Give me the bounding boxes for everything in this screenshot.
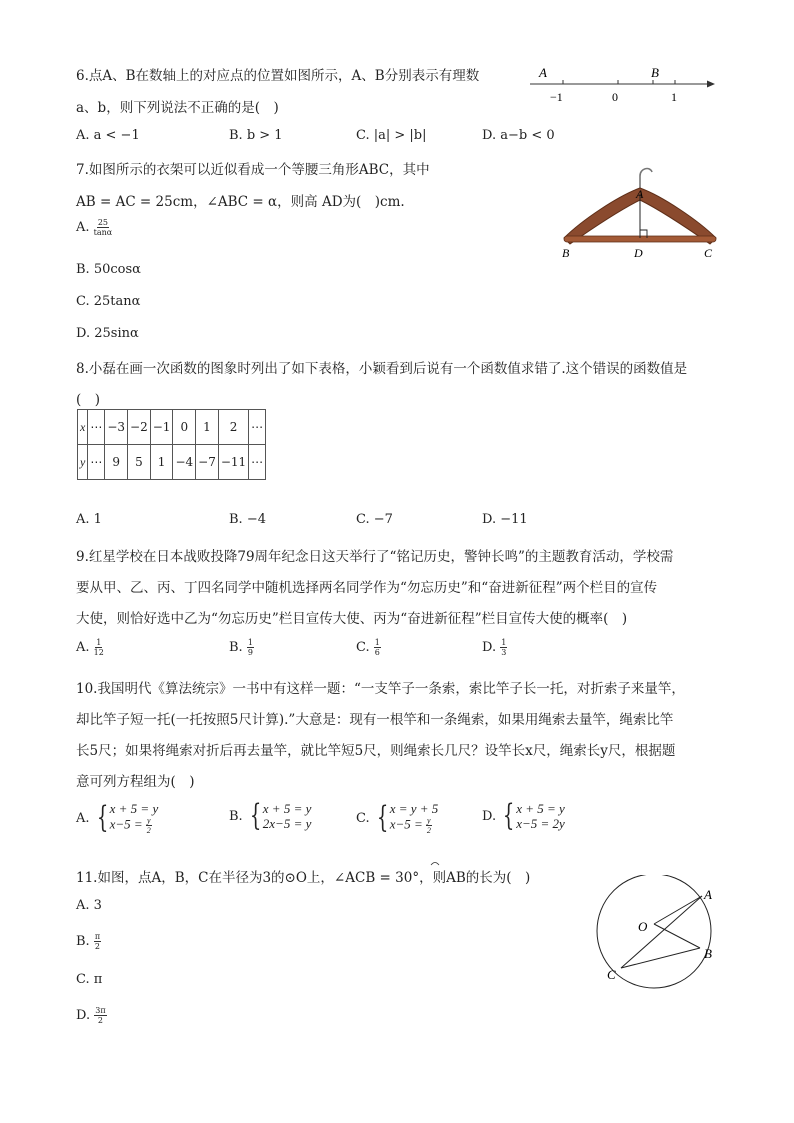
q9-option-c-fraction: $\frac{1}{6}$ [374, 638, 380, 657]
q6-option-c[interactable]: C. |a| > |b| [356, 128, 427, 143]
q9-option-c[interactable]: C. $\frac{1}{6}$ [356, 638, 380, 657]
q8-option-c[interactable]: C. −7 [356, 512, 393, 527]
q7-option-a-fraction: $\frac{25}{\tan\alpha}$ [93, 218, 113, 237]
radius-ob [654, 924, 700, 948]
label-c: C [607, 967, 616, 982]
tick-label-0: 0 [612, 90, 618, 104]
q10-option-d[interactable] [482, 798, 565, 833]
q8-stem-line2: ( ) [76, 392, 101, 408]
table-row-y: y ⋯ 9 5 1 −4 −7 −11 ⋯ [78, 445, 266, 480]
q7-option-a-label: A. [76, 220, 90, 235]
q10-option-a-system: A. { x + 5 = y x−5 = $\frac{y}{2}$ [76, 800, 159, 835]
label-b: B [562, 246, 570, 260]
q7-option-c[interactable]: C. 25tanα [76, 294, 141, 309]
label-o: O [638, 919, 648, 934]
q11-option-d[interactable]: D. $\frac{3\pi}{2}$ [76, 1006, 106, 1025]
q10-option-b-system: B. { x + 5 = y 2x−5 = y [229, 798, 312, 833]
q9-option-d[interactable]: D. $\frac{1}{3}$ [482, 638, 507, 657]
table-row-x: x ⋯ −3 −2 −1 0 1 2 ⋯ [78, 410, 266, 445]
q11-stem-line1: 11.如图，点A，B，C在半径为3的⊙O上，∠ACB = 30°，则AB的长为( ) [76, 870, 531, 886]
q8-stem-line1: 8.小磊在画一次函数的图象时列出了如下表格，小颖看到后说有一个函数值求错了.这个错误的函数值是 [76, 361, 688, 377]
q7-hanger-figure [556, 158, 726, 264]
q6-stem-line1: 6.点A、B在数轴上的对应点的位置如图所示，A、B分别表示有理数 [76, 68, 480, 84]
q10-option-b[interactable] [229, 798, 312, 833]
point-b-label: B [651, 65, 659, 80]
q11-option-d-fraction: $\frac{3\pi}{2}$ [95, 1006, 106, 1025]
q11-circle-figure [585, 875, 725, 990]
hanger-hook [640, 169, 652, 188]
q10-option-a[interactable] [76, 801, 158, 835]
q7-option-d[interactable]: D. 25sinα [76, 326, 139, 341]
q10-option-d-system: D. { x + 5 = y x−5 = 2y [482, 798, 565, 833]
q6-number-line-figure [525, 62, 725, 106]
q6-option-d[interactable]: D. a−b < 0 [482, 128, 555, 143]
q7-stem-line2: AB = AC = 25cm，∠ABC = α，则高 AD为( )cm. [76, 194, 405, 210]
q9-option-d-fraction: $\frac{1}{3}$ [501, 638, 507, 657]
q9-stem-line2: 要从甲、乙、丙、丁四名同学中随机选择两名同学作为“勿忘历史”和“奋进新征程”两个栏目的宣传 [76, 580, 658, 596]
q9-option-a[interactable]: A. $\frac{1}{12}$ [76, 638, 104, 657]
label-a: A [636, 187, 644, 201]
q9-option-b[interactable]: B. $\frac{1}{9}$ [229, 638, 253, 657]
number-line-arrow [707, 81, 715, 88]
q8-option-b[interactable]: B. −4 [229, 512, 266, 527]
point-a-label: A [539, 65, 547, 80]
q7-option-a[interactable] [76, 218, 112, 237]
q10-stem-line2: 却比竿子短一托(一托按照5尺计算).”大意是：现有一根竿和一条绳索，如果用绳索去量竿，绳索比竿 [76, 712, 674, 728]
label-d: D [634, 246, 643, 260]
q6-option-a[interactable]: A. a < −1 [76, 128, 140, 143]
chord-ca [621, 896, 702, 968]
q11-option-c[interactable]: C. π [76, 972, 103, 987]
q7-stem-line1: 7.如图所示的衣架可以近似看成一个等腰三角形ABC，其中 [76, 162, 430, 178]
q7-option-b[interactable]: B. 50cosα [76, 262, 141, 277]
q9-stem-line1: 9.红星学校在日本战败投降79周年纪念日这天举行了“铭记历史，警钟长鸣”的主题教育活动，学校需 [76, 549, 674, 565]
q10-stem-line3: 长5尺；如果将绳索对折后再去量竿，就比竿短5尺，则绳索长几尺？设竿长x尺，绳索长y尺，根据题 [76, 743, 676, 759]
label-a: A [704, 887, 712, 902]
q6-option-b[interactable]: B. b > 1 [229, 128, 283, 143]
q8-option-d[interactable]: D. −11 [482, 512, 528, 527]
q10-option-c[interactable] [356, 801, 438, 835]
arc-mark-icon [430, 860, 440, 866]
q8-option-a[interactable]: A. 1 [76, 512, 102, 527]
q11-option-b[interactable]: B. $\frac{\pi}{2}$ [76, 932, 101, 951]
q10-stem-line1: 10.我国明代《算法统宗》一书中有这样一题：“一支竿子一条索，索比竿子长一托，对折索子来量竿， [76, 681, 685, 697]
label-b: B [704, 946, 712, 961]
q9-stem-line3: 大使，则恰好选中乙为“勿忘历史”栏目宣传大使、丙为“奋进新征程”栏目宣传大使的概率( ) [76, 611, 628, 627]
q10-option-c-system: C. { x = y + 5 x−5 = $\frac{y}{2}$ [356, 800, 439, 835]
q6-stem-line2: a、b，则下列说法不正确的是( ) [76, 100, 279, 116]
label-c: C [704, 246, 713, 260]
radius-oa [654, 896, 702, 924]
q10-stem-line4: 意可列方程组为( ) [76, 774, 195, 790]
q11-option-b-fraction: $\frac{\pi}{2}$ [94, 932, 101, 951]
q8-value-table [77, 409, 266, 480]
tick-label-1: 1 [671, 90, 677, 104]
q9-option-b-fraction: $\frac{1}{9}$ [247, 638, 253, 657]
q11-option-a[interactable]: A. 3 [76, 898, 102, 913]
tick-label-neg1: −1 [550, 90, 563, 104]
q9-option-a-fraction: $\frac{1}{12}$ [93, 638, 104, 657]
